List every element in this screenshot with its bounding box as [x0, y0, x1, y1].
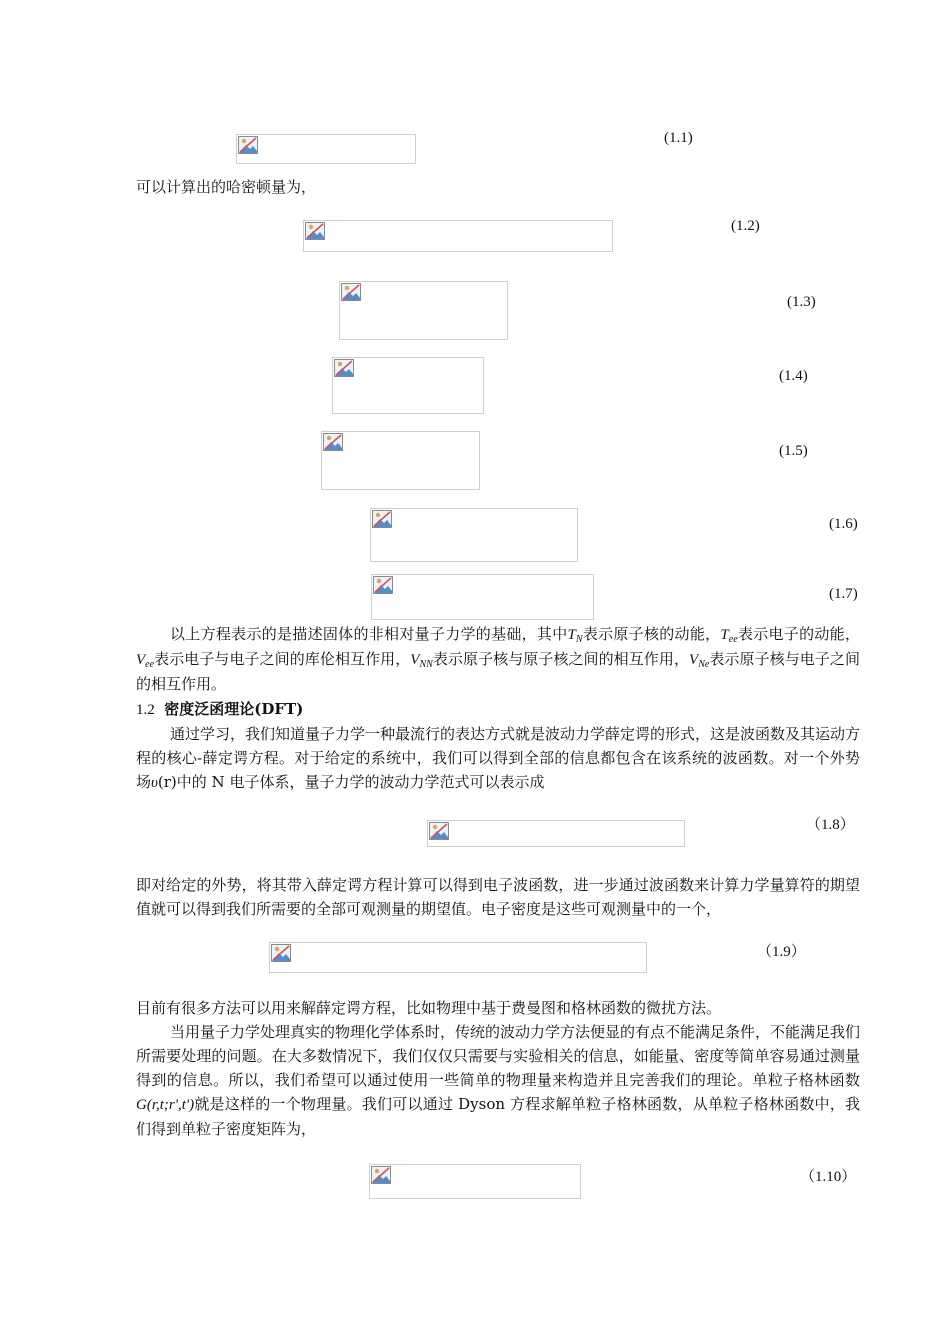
equation-image-1-7 — [371, 574, 594, 620]
text-hamiltonian-intro: 可以计算出的哈密顿量为， — [136, 178, 317, 196]
text-segment: 就是这样的一个物理量。我们可以通过 Dyson 方程求解单粒子格林函数，从单粒子格林函数中，我们得到单粒子密度矩阵为， — [136, 1095, 860, 1138]
symbol-arguments: (r,t;r',t') — [146, 1097, 195, 1113]
equation-number: (1.6) — [829, 516, 858, 532]
text-segment: 表示电子的动能， — [737, 625, 860, 643]
equation-image-1-8 — [427, 820, 685, 847]
section-title: 密度泛函理论(DFT) — [164, 700, 304, 718]
equation-number: （1.8） — [806, 817, 855, 833]
symbol-G: G — [136, 1097, 147, 1113]
broken-image-icon — [305, 222, 325, 240]
equation-number: (1.1) — [664, 130, 693, 146]
section-number: 1.2 — [136, 702, 155, 718]
equation-image-1-10 — [369, 1164, 581, 1199]
equation-number: (1.4) — [779, 368, 808, 384]
broken-image-icon — [323, 433, 343, 451]
text-segment: 以上方程表示的是描述固体的非相对量子力学的基础，其中 — [170, 625, 568, 643]
equation-number: （1.10） — [800, 1169, 857, 1185]
text-segment: (r)中的 N 电子体系，量子力学的波动力学范式可以表示成 — [157, 773, 545, 791]
paragraph-methods — [136, 996, 860, 1020]
equation-image-1-6 — [370, 508, 578, 562]
text-segment: 目前有很多方法可以用来解薛定谔方程，比如物理中基于费曼图和格林函数的微扰方法。 — [136, 999, 722, 1017]
text-segment: 即对给定的外势，将其带入薛定谔方程计算可以得到电子波函数，进一步通过波函数来计算力学量算符的期望值就可以得到我们所需要的全部可观测量的期望值。电子密度是这些可观测量中的一个， — [136, 876, 860, 918]
text-segment: 通过学习，我们知道量子力学一种最流行的表达方式就是波动力学薛定谔的形式，这是波函数及其运动方程的核心-薛定谔方程。对于给定的系统中，我们可以得到全部的信息都包含在该系统的波函数。对一个外势场 — [136, 725, 861, 791]
broken-image-icon — [341, 283, 361, 301]
section-heading — [136, 698, 303, 721]
broken-image-icon — [238, 136, 258, 154]
symbol-V: V — [689, 652, 699, 668]
broken-image-icon — [373, 576, 393, 594]
symbol-T: T — [720, 627, 729, 643]
paragraph-equation-description — [136, 622, 860, 696]
paragraph-hamiltonian-intro — [136, 175, 860, 199]
equation-image-1-4 — [332, 357, 484, 414]
paragraph-schrodinger-intro — [136, 722, 860, 795]
symbol-V: V — [136, 652, 146, 668]
paragraph-wavefunction — [136, 873, 860, 921]
paragraph-green-function — [136, 1020, 860, 1141]
equation-image-1-1 — [236, 134, 416, 164]
equation-number: (1.3) — [787, 294, 816, 310]
equation-image-1-2 — [303, 220, 613, 252]
subscript-ee: ee — [728, 634, 738, 645]
subscript-Ne: Ne — [698, 659, 710, 670]
symbol-upsilon: υ — [151, 775, 158, 791]
equation-image-1-5 — [321, 431, 480, 490]
equation-number: (1.2) — [731, 218, 760, 234]
subscript-N: N — [575, 634, 583, 645]
equation-number: (1.7) — [829, 586, 858, 602]
broken-image-icon — [271, 944, 291, 962]
subscript-ee: ee — [145, 659, 155, 670]
text-segment: 表示原子核与电子之间的相互作用。 — [136, 650, 860, 693]
text-segment: 当用量子力学处理真实的物理化学体系时，传统的波动力学方法便显的有点不能满足条件，不能满足我们所需要处理的问题。在大多数情况下，我们仅仅只需要与实验相关的信息，如能量、密度等简单容易通过测量得到的信息。所以，我们希望可以通过使用一些简单的物理量来构造并且完善我们的理论。单粒子格林函数 — [136, 1023, 861, 1089]
text-segment: 表示原子核与原子核之间的相互作用， — [432, 650, 690, 668]
equation-image-1-3 — [339, 281, 508, 340]
broken-image-icon — [372, 510, 392, 528]
broken-image-icon — [371, 1166, 391, 1184]
equation-number: （1.9） — [757, 944, 806, 960]
text-segment: 表示电子与电子之间的库伦相互作用， — [154, 650, 411, 668]
broken-image-icon — [429, 822, 449, 840]
symbol-V: V — [410, 652, 420, 668]
text-segment: 表示原子核的动能， — [582, 625, 721, 643]
subscript-NN: NN — [419, 659, 433, 670]
equation-number: (1.5) — [779, 443, 808, 459]
equation-image-1-9 — [269, 942, 647, 973]
symbol-T: T — [567, 627, 576, 643]
broken-image-icon — [334, 359, 354, 377]
